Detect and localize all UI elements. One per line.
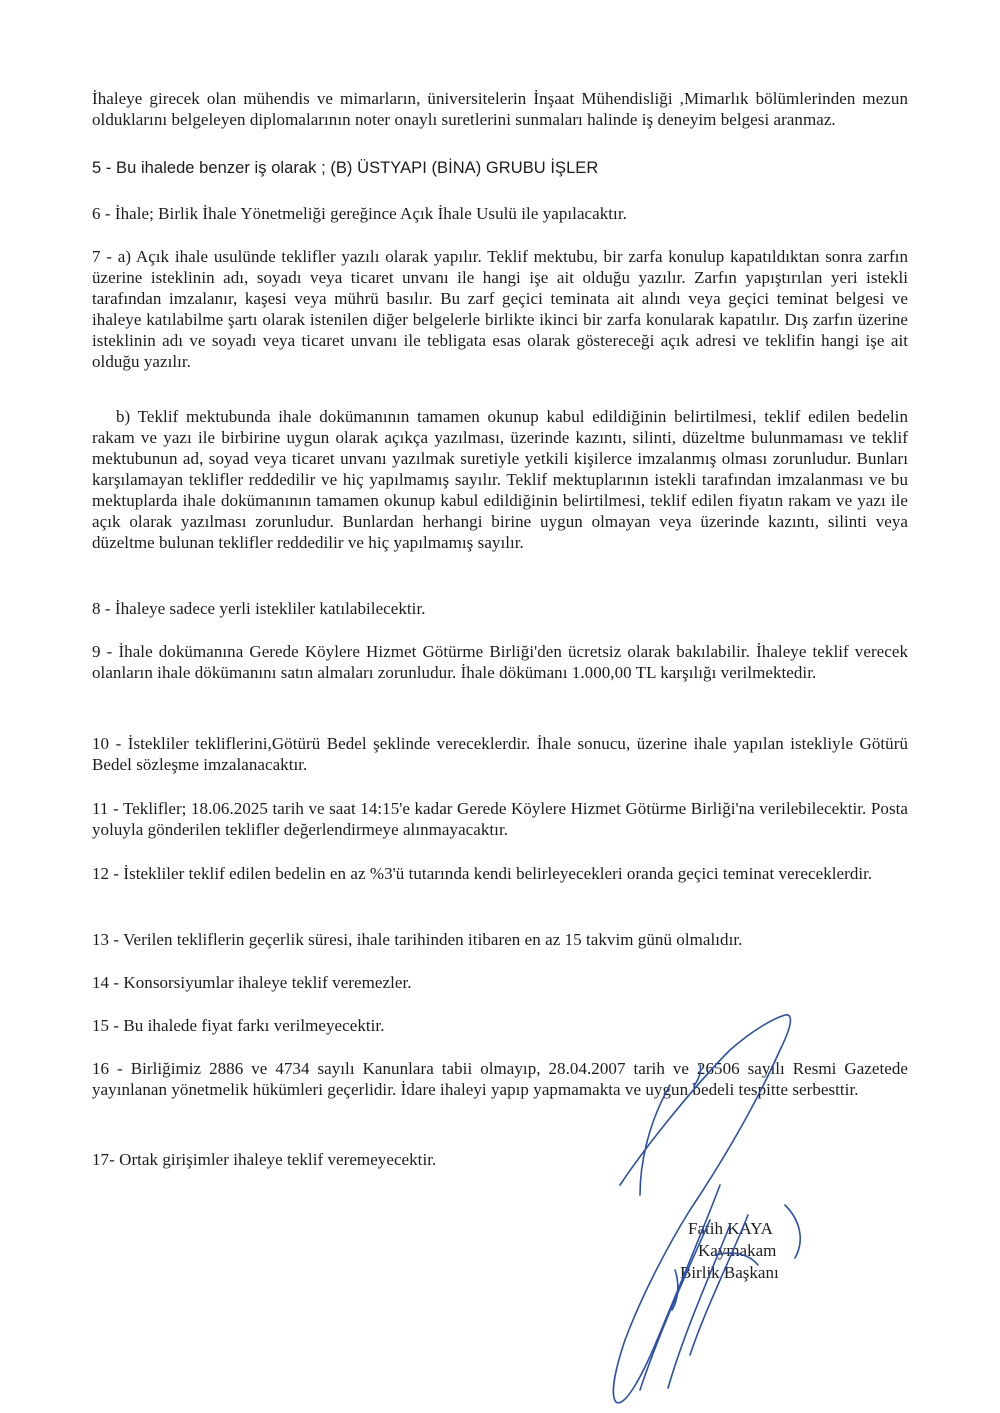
paragraph-11: 11 - Teklifler; 18.06.2025 tarih ve saat 14:15'e kadar Gerede Köylere Hizmet Götürme Birliği'na verilebilecektir. Posta yoluyla gönderilen teklifler değerlendirmeye alınmayacaktır. — [92, 799, 908, 839]
handwritten-signature — [580, 1010, 910, 1410]
paragraph-7a: 7 - a) Açık ihale usulünde teklifler yazılı olarak yapılır. Teklif mektubu, bir zarfa konulup kapatıldıktan sonra zarfın üzerine isteklinin adı, soyadı veya ticaret unvanı ile hangi işe ait olduğu yazılır. Zarfın yapıştırılan yeri istekli tarafından imzalanır, kaşesi veya mührü basılır. Bu zarf geçici teminata ait alındı veya geçici teminat belgesi ve ihaleye katılabilme şartı olarak istenilen diğer belgelerle birlikte ikinci bir zarfa konularak kapatılır. Dış zarfın üzerine isteklinin adı ve soyadı veya ticaret unvanı ile tebligata esas olarak göstereceği açık adresi ve teklifin hangi işe ait olduğu yazılır. — [92, 247, 908, 371]
paragraph-7b: b) Teklif mektubunda ihale dokümanının tamamen okunup kabul edildiğinin belirtilmesi, teklif edilen bedelin rakam ve yazı ile birbirine uygun olarak açıkça yazılması, üzerinde kazıntı, silinti, düzeltme bulunmaması ve teklif mektubunun ad, soyad veya ticaret unvanı yazılmak suretiyle yetkili kişilerce imzalanmış olması zorunludur. Bunları karşılamayan teklifler reddedilir ve hiç yapılmamış sayılır. Teklif mektuplarının istekli tarafından imzalanması ve bu mektuplarda ihale dokümanının tamamen okunup kabul edildiğinin belirtilmesi, teklif edilen fiyatın rakam ve yazı ile açık olarak yazılması zorunludur. Bunlardan herhangi birine uygun olmayan veya üzerinde kazıntı, silinti veya düzeltme bulunan teklifler reddedilir ve hiç yapılmamış sayılır. — [92, 407, 908, 552]
signatory-title: Kaymakam — [698, 1241, 777, 1260]
paragraph-13: 13 - Verilen tekliflerin geçerlik süresi, ihale tarihinden itibaren en az 15 takvim günü olmalıdır. — [92, 930, 743, 949]
paragraph-16: 16 - Birliğimiz 2886 ve 4734 sayılı Kanunlara tabii olmayıp, 28.04.2007 tarih ve 26506 sayılı Resmi Gazetede yayınlanan yönetmelik hükümleri geçerlidir. İdare ihaleyi yapıp yapmamakta ve uygun bedeli tespitte serbesttir. — [92, 1059, 908, 1099]
paragraph-14: 14 - Konsorsiyumlar ihaleye teklif veremezler. — [92, 973, 412, 992]
paragraph-intro: İhaleye girecek olan mühendis ve mimarların, üniversitelerin İnşaat Mühendisliği ,Mimarlık bölümlerinden mezun olduklarını belgeleyen diplomalarının noter onaylı suretlerini sunmaları halinde iş deneyim belgesi aranmaz. — [92, 89, 908, 129]
signatory-name: Fatih KAYA — [688, 1219, 773, 1238]
paragraph-10: 10 - İstekliler tekliflerini,Götürü Bedel şeklinde vereceklerdir. İhale sonucu, üzerine ihale yapılan istekliyle Götürü Bedel sözleşme imzalanacaktır. — [92, 734, 908, 774]
signature-block — [580, 1010, 910, 1410]
paragraph-15: 15 - Bu ihalede fiyat farkı verilmeyecektir. — [92, 1016, 385, 1035]
paragraph-6: 6 - İhale; Birlik İhale Yönetmeliği gereğince Açık İhale Usulü ile yapılacaktır. — [92, 204, 627, 223]
paragraph-8: 8 - İhaleye sadece yerli istekliler katılabilecektir. — [92, 599, 426, 618]
paragraph-5: 5 - Bu ihalede benzer iş olarak ; (B) ÜSTYAPI (BİNA) GRUBU İŞLER — [92, 159, 599, 177]
paragraph-17: 17- Ortak girişimler ihaleye teklif veremeyecektir. — [92, 1150, 437, 1169]
signatory-position: Birlik Başkanı — [680, 1263, 779, 1282]
paragraph-12: 12 - İstekliler teklif edilen bedelin en az %3'ü tutarında kendi belirleyecekleri oranda geçici teminat vereceklerdir. — [92, 864, 873, 883]
paragraph-9: 9 - İhale dokümanına Gerede Köylere Hizmet Götürme Birliği'den ücretsiz olarak bakılabilir. İhaleye teklif verecek olanların ihale dökümanını satın almaları zorunludur. İhale dökümanı 1.000,00 TL karşılığı verilmektedir. — [92, 642, 908, 682]
